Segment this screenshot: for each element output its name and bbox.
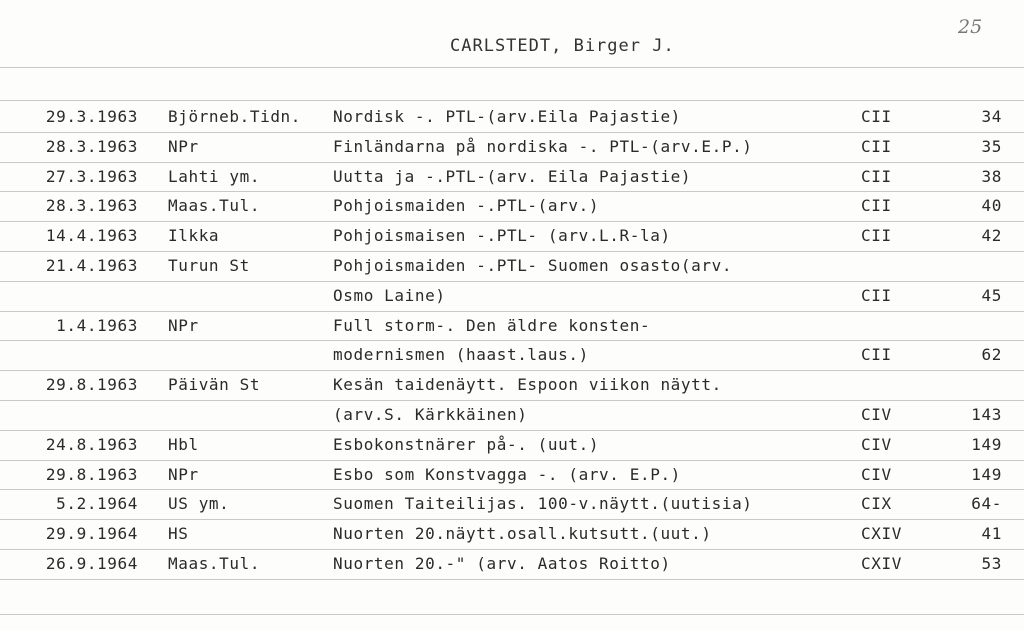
entry-page: 34	[981, 107, 1002, 126]
entry-newspaper: Lahti ym.	[168, 166, 261, 186]
entry-page: 53	[981, 553, 1002, 573]
entry-date: 24.8.1963	[45, 434, 138, 454]
entry-title: Full storm-. Den äldre konsten-	[333, 315, 651, 335]
entry-volume: CII	[861, 166, 892, 186]
entry-title: (arv.S. Kärkkäinen)	[333, 404, 528, 424]
entry-newspaper: Päivän St	[168, 375, 261, 395]
entry-volume: CXIV	[861, 553, 902, 573]
entry-row	[0, 192, 1024, 222]
entry-date: 29.8.1963	[45, 375, 138, 395]
entry-title: Kesän taidenäytt. Espoon viikon näytt.	[333, 375, 722, 395]
entry-title: Uutta ja -.PTL-(arv. Eila Pajastie)	[333, 166, 692, 186]
entry-page: 42	[981, 226, 1002, 246]
entry-title: Osmo Laine)	[333, 285, 446, 305]
entry-volume: CII	[861, 226, 892, 246]
entry-title: Pohjoismaiden -.PTL- Suomen osasto(arv.	[333, 255, 733, 275]
ruled-line	[0, 614, 1024, 615]
entry-page: 143	[971, 404, 1002, 424]
entry-page: 64-	[971, 494, 1002, 514]
entry-volume: CII	[861, 196, 892, 216]
entry-page: 62	[981, 345, 1002, 365]
entry-row	[0, 103, 1024, 133]
entry-title: Esbo som Konstvagga -. (arv. E.P.)	[333, 464, 681, 484]
entry-volume: CIV	[861, 434, 892, 454]
entry-row	[0, 222, 1024, 252]
entry-row	[0, 550, 1024, 580]
entry-date: 29.9.1964	[45, 524, 138, 544]
entry-date: 14.4.1963	[45, 226, 138, 246]
entry-title: Suomen Taiteilijas. 100-v.näytt.(uutisia)	[333, 494, 753, 514]
entry-newspaper: Hbl	[168, 434, 199, 454]
entry-row	[0, 401, 1024, 431]
entry-row	[0, 163, 1024, 193]
entry-page: 149	[971, 434, 1002, 454]
entry-volume: CII	[861, 136, 892, 156]
entry-page: 149	[971, 464, 1002, 484]
entry-row	[0, 461, 1024, 491]
entry-title: Nordisk -. PTL-(arv.Eila Pajastie)	[333, 107, 681, 126]
entry-newspaper: NPr	[168, 315, 199, 335]
entry-newspaper: Björneb.Tidn.	[168, 107, 302, 126]
entry-volume: CXIV	[861, 524, 902, 544]
entry-newspaper: Ilkka	[168, 226, 220, 246]
entry-row	[0, 252, 1024, 282]
entry-title: Nuorten 20.-" (arv. Aatos Roitto)	[333, 553, 671, 573]
entry-title: Finländarna på nordiska -. PTL-(arv.E.P.)	[333, 136, 753, 156]
entry-date: 28.3.1963	[45, 136, 138, 156]
entry-newspaper: Maas.Tul.	[168, 553, 261, 573]
entry-date: 27.3.1963	[45, 166, 138, 186]
entry-newspaper: NPr	[168, 136, 199, 156]
entry-page: 35	[981, 136, 1002, 156]
entry-title: modernismen (haast.laus.)	[333, 345, 589, 365]
entry-title: Pohjoismaisen -.PTL- (arv.L.R-la)	[333, 226, 671, 246]
entry-date: 1.4.1963	[56, 315, 138, 335]
entry-row	[0, 431, 1024, 461]
entry-date: 5.2.1964	[56, 494, 138, 514]
entry-page: 38	[981, 166, 1002, 186]
entry-title: Nuorten 20.näytt.osall.kutsutt.(uut.)	[333, 524, 712, 544]
entry-row	[0, 341, 1024, 371]
entry-row	[0, 312, 1024, 342]
entry-row	[0, 282, 1024, 312]
entry-newspaper: HS	[168, 524, 189, 544]
entry-newspaper: NPr	[168, 464, 199, 484]
entry-newspaper: Maas.Tul.	[168, 196, 261, 216]
ruled-line	[0, 67, 1024, 68]
entry-volume: CII	[861, 107, 892, 126]
entry-row	[0, 520, 1024, 550]
entry-newspaper: US ym.	[168, 494, 230, 514]
entry-list	[0, 103, 1024, 580]
entry-volume: CIV	[861, 404, 892, 424]
entry-newspaper: Turun St	[168, 255, 250, 275]
entry-date: 26.9.1964	[45, 553, 138, 573]
entry-volume: CII	[861, 345, 892, 365]
entry-row	[0, 133, 1024, 163]
entry-volume: CIX	[861, 494, 892, 514]
entry-page: 45	[981, 285, 1002, 305]
entry-date: 29.8.1963	[45, 464, 138, 484]
entry-title: Esbokonstnärer på-. (uut.)	[333, 434, 600, 454]
entry-date: 29.3.1963	[45, 107, 138, 126]
ruled-line	[0, 100, 1024, 101]
entry-title: Pohjoismaiden -.PTL-(arv.)	[333, 196, 600, 216]
entry-page: 40	[981, 196, 1002, 216]
entry-volume: CII	[861, 285, 892, 305]
entry-volume: CIV	[861, 464, 892, 484]
entry-row	[0, 371, 1024, 401]
card-title: CARLSTEDT, Birger J.	[450, 36, 675, 56]
entry-row	[0, 490, 1024, 520]
entry-date: 28.3.1963	[45, 196, 138, 216]
page-number: 25	[958, 16, 983, 38]
entry-date: 21.4.1963	[45, 255, 138, 275]
entry-page: 41	[981, 524, 1002, 544]
